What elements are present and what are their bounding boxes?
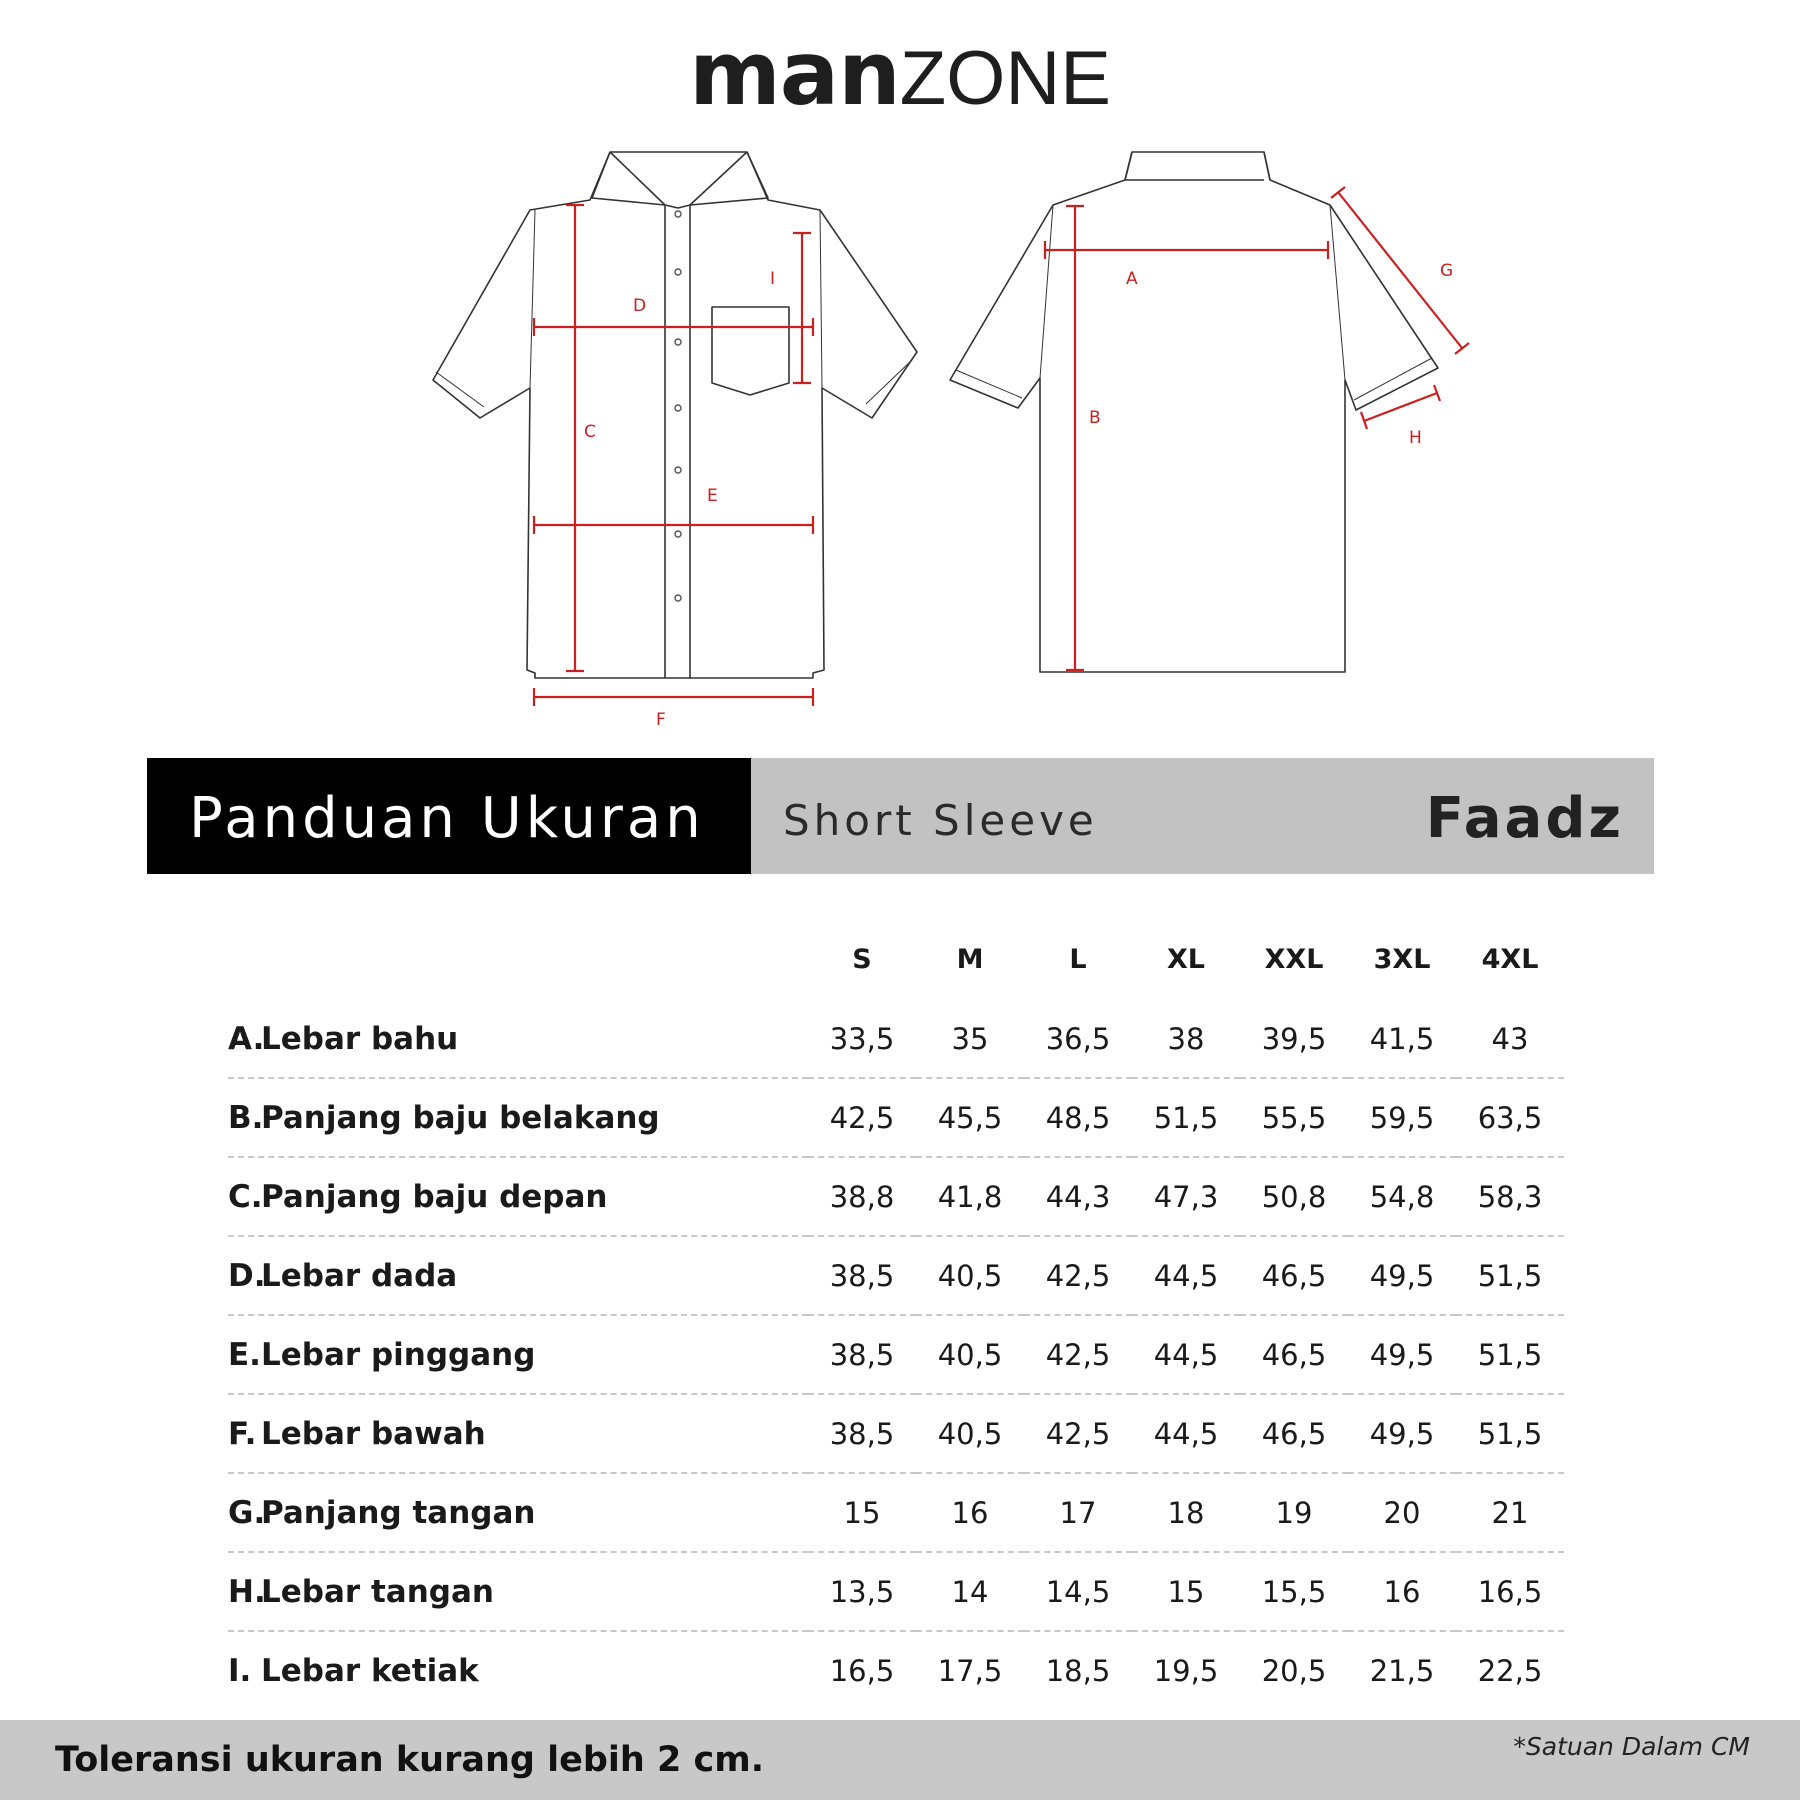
measurement-letter: H. (228, 1573, 266, 1610)
measurement-name: Lebar pinggang (261, 1336, 536, 1373)
measurement-row (228, 1473, 1564, 1552)
measurement-value: 42,5 (1024, 1394, 1132, 1473)
banner-subtitle: Short Sleeve (783, 796, 1098, 845)
measurement-value: 41,5 (1348, 1000, 1456, 1078)
measurement-label (228, 1394, 808, 1473)
size-guide-banner (147, 758, 1654, 874)
measurement-value: 54,8 (1348, 1157, 1456, 1236)
measurement-value: 33,5 (808, 1000, 916, 1078)
size-table-body (228, 1000, 1564, 1709)
banner-title: Panduan Ukuran (189, 786, 705, 851)
measurement-value: 49,5 (1348, 1394, 1456, 1473)
shirt-measurement-diagram (420, 140, 1480, 740)
measurement-value: 59,5 (1348, 1078, 1456, 1157)
measurement-value: 55,5 (1240, 1078, 1348, 1157)
measurement-value: 49,5 (1348, 1315, 1456, 1394)
measurement-value: 16 (1348, 1552, 1456, 1631)
measurement-label (228, 1157, 808, 1236)
size-header: XXL (1264, 943, 1324, 975)
measurement-label (228, 1631, 808, 1709)
measurement-letter: B. (228, 1099, 264, 1136)
measurement-name: Panjang baju depan (261, 1178, 608, 1215)
measurement-value: 44,5 (1132, 1236, 1240, 1315)
measurement-name: Lebar ketiak (261, 1652, 479, 1689)
measurement-name: Panjang baju belakang (261, 1099, 660, 1136)
banner-model-name: Faadz (1425, 786, 1624, 851)
measurement-label (228, 1000, 808, 1078)
shirt-front-buttons (675, 211, 681, 601)
size-header: 3XL (1373, 943, 1431, 975)
measurement-value: 42,5 (1024, 1236, 1132, 1315)
measurement-value: 15 (1132, 1552, 1240, 1631)
tolerance-note: Toleransi ukuran kurang lebih 2 cm. (55, 1740, 765, 1780)
measurement-value: 38,5 (808, 1236, 916, 1315)
measurement-value: 51,5 (1456, 1236, 1564, 1315)
measurement-row (228, 1000, 1564, 1078)
measurement-name: Lebar bawah (261, 1415, 486, 1452)
measurement-value: 42,5 (808, 1078, 916, 1157)
label-i: I (770, 269, 776, 289)
measurement-value: 44,5 (1132, 1394, 1240, 1473)
measurement-value: 44,3 (1024, 1157, 1132, 1236)
measurement-row (228, 1157, 1564, 1236)
measurement-value: 17,5 (937, 1653, 1003, 1688)
measurement-letter: E. (228, 1336, 261, 1373)
measurement-value: 40,5 (916, 1394, 1024, 1473)
measurement-row (228, 1236, 1564, 1315)
measurement-value: 38,5 (808, 1394, 916, 1473)
measurement-value: 17 (1024, 1473, 1132, 1552)
measurement-value: 63,5 (1456, 1078, 1564, 1157)
label-b: B (1089, 408, 1101, 428)
measurement-value: 16,5 (1456, 1552, 1564, 1631)
measurement-value: 38,5 (808, 1315, 916, 1394)
measurement-value: 19 (1240, 1473, 1348, 1552)
measurement-row (228, 1394, 1564, 1473)
measurement-letter: A. (228, 1020, 265, 1057)
label-a: A (1126, 269, 1138, 289)
measurement-value: 42,5 (1024, 1315, 1132, 1394)
measurement-value: 40,5 (916, 1315, 1024, 1394)
measurement-value: 46,5 (1240, 1315, 1348, 1394)
measurement-label (228, 1473, 808, 1552)
measurement-value: 18 (1132, 1473, 1240, 1552)
measurement-value: 14 (916, 1552, 1024, 1631)
measurement-value: 22,5 (1477, 1653, 1543, 1688)
measurement-letter: I. (228, 1652, 252, 1689)
unit-note: *Satuan Dalam CM (1513, 1732, 1750, 1761)
label-f: F (656, 710, 666, 730)
measurement-value: 14,5 (1024, 1552, 1132, 1631)
measurement-value: 18,5 (1045, 1653, 1111, 1688)
brand-logo-light: ZONE (899, 36, 1111, 121)
measurement-letter: F. (228, 1415, 257, 1452)
measurement-name: Lebar tangan (261, 1573, 494, 1610)
measurement-value: 43 (1456, 1000, 1564, 1078)
footer-bar (0, 1720, 1800, 1800)
measurement-value: 35 (916, 1000, 1024, 1078)
measurement-name: Lebar bahu (261, 1020, 459, 1057)
measurement-name: Lebar dada (261, 1257, 458, 1294)
measurement-label (228, 1236, 808, 1315)
label-c: C (584, 422, 596, 442)
measurement-value: 41,8 (916, 1157, 1024, 1236)
measurement-row (228, 1078, 1564, 1157)
measurement-value: 38,8 (808, 1157, 916, 1236)
size-table (228, 918, 1564, 1709)
measurement-lines (534, 187, 1469, 706)
measurement-value: 21,5 (1369, 1653, 1435, 1688)
shirt-back-illustration (950, 152, 1438, 672)
measurement-value: 49,5 (1348, 1236, 1456, 1315)
measurement-label (228, 1552, 808, 1631)
measurement-value: 20,5 (1261, 1653, 1327, 1688)
measurement-value: 46,5 (1240, 1236, 1348, 1315)
measurement-value: 39,5 (1240, 1000, 1348, 1078)
measurement-value: 15 (808, 1473, 916, 1552)
measurement-row (228, 1552, 1564, 1631)
measurement-value: 48,5 (1024, 1078, 1132, 1157)
measurement-value: 51,5 (1456, 1315, 1564, 1394)
label-g: G (1440, 261, 1454, 281)
header-blank (228, 918, 808, 1000)
measurement-value: 21 (1456, 1473, 1564, 1552)
measurement-value: 51,5 (1456, 1394, 1564, 1473)
measurement-value: 51,5 (1132, 1078, 1240, 1157)
measurement-letter: G. (228, 1494, 266, 1531)
measurement-value: 45,5 (916, 1078, 1024, 1157)
measurement-value: 58,3 (1456, 1157, 1564, 1236)
measurement-value: 15,5 (1240, 1552, 1348, 1631)
size-header: M (956, 943, 984, 975)
measurement-label (228, 1078, 808, 1157)
size-header: L (1069, 943, 1087, 975)
measurement-value: 46,5 (1240, 1394, 1348, 1473)
measurement-row (228, 1315, 1564, 1394)
measurement-value: 47,3 (1132, 1157, 1240, 1236)
measurement-value: 50,8 (1240, 1157, 1348, 1236)
measurement-name: Panjang tangan (261, 1494, 536, 1531)
brand-logo-bold: man (689, 22, 900, 125)
measurement-value: 19,5 (1153, 1653, 1219, 1688)
label-d: D (633, 296, 647, 316)
size-header: XL (1166, 943, 1206, 975)
measurement-value: 36,5 (1024, 1000, 1132, 1078)
measurement-letter: C. (228, 1178, 263, 1215)
size-header: 4XL (1481, 943, 1539, 975)
measurement-value: 40,5 (916, 1236, 1024, 1315)
measurement-value: 38 (1132, 1000, 1240, 1078)
measurement-value: 16,5 (829, 1653, 895, 1688)
measurement-letter: D. (228, 1257, 266, 1294)
measurement-value: 44,5 (1132, 1315, 1240, 1394)
measurement-value: 13,5 (808, 1552, 916, 1631)
size-header-row (228, 918, 1564, 1000)
label-e: E (707, 486, 718, 506)
measurement-value: 20 (1348, 1473, 1456, 1552)
measurement-value: 16 (916, 1473, 1024, 1552)
brand-logo (0, 22, 1800, 125)
banner-title-panel (147, 758, 751, 874)
measurement-label (228, 1315, 808, 1394)
label-h: H (1409, 428, 1422, 448)
size-header: S (852, 943, 872, 975)
measurement-row (228, 1631, 1564, 1709)
